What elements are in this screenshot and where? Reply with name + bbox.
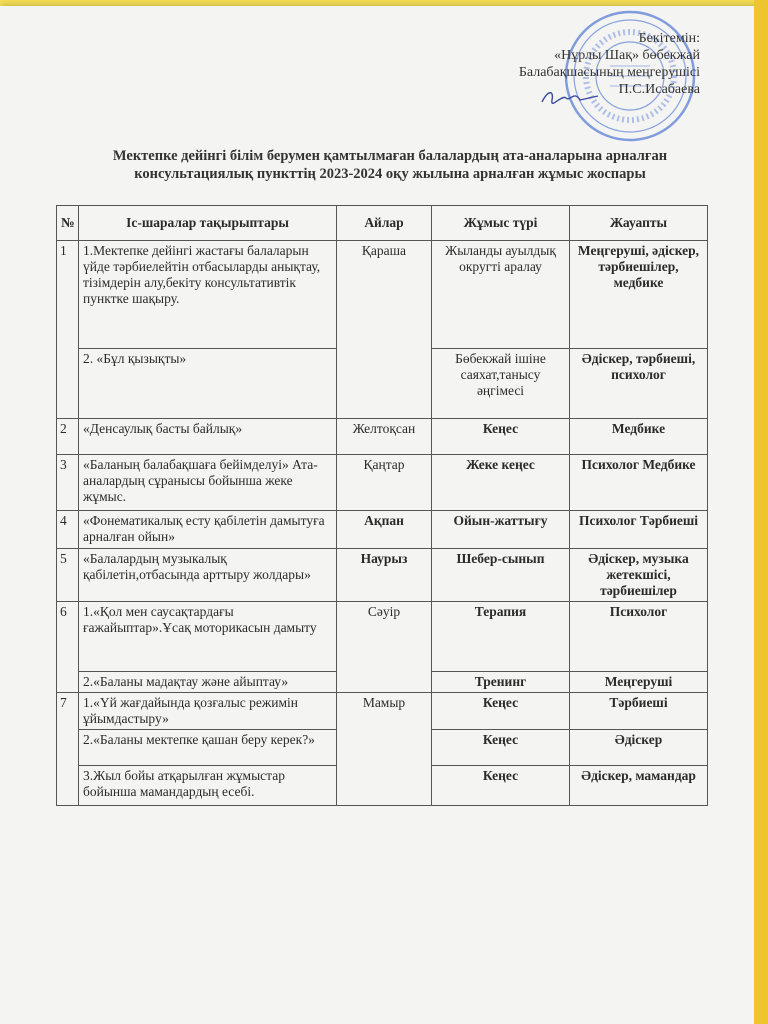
- work-plan-table: [56, 205, 708, 806]
- row-topic: 3.Жыл бойы атқарылған жұмыстар бойынша мамандардың есебі.: [79, 766, 337, 806]
- row-month: Мамыр: [337, 693, 432, 806]
- row-type: Кеңес: [432, 730, 570, 766]
- row-month: Қараша: [337, 241, 432, 419]
- document-title: [70, 147, 710, 183]
- header-month: Айлар: [337, 206, 432, 241]
- row-responsible: Меңгеруші, әдіскер, тәрбиешілер, медбике: [570, 241, 708, 349]
- row-number: 4: [57, 511, 79, 549]
- row-responsible: Әдіскер, музыка жетекшісі, тәрбиешілер: [570, 549, 708, 602]
- row-number: 7: [57, 693, 79, 806]
- row-topic: «Балалардың музыкалық қабілетін,отбасында арттыру жолдары»: [79, 549, 337, 602]
- row-responsible: Әдіскер: [570, 730, 708, 766]
- row-type: Кеңес: [432, 419, 570, 455]
- row-type: Кеңес: [432, 693, 570, 730]
- row-topic: 1.«Қол мен саусақтардағы ғажайыптар».Ұсақ моторикасын дамыту: [79, 602, 337, 672]
- approval-line-3: Балабақшасының меңгерушісі: [518, 65, 700, 80]
- row-topic: 2. «Бұл қызықты»: [79, 349, 337, 419]
- row-type: Шебер-сынып: [432, 549, 570, 602]
- row-topic: «Фонематикалық есту қабілетін дамытуға арналған ойын»: [79, 511, 337, 549]
- approval-block: [519, 30, 700, 98]
- table-row: [57, 602, 708, 672]
- row-responsible: Психолог Медбике: [570, 455, 708, 511]
- row-number: 5: [57, 549, 79, 602]
- row-number: 2: [57, 419, 79, 455]
- table-row: [57, 693, 708, 730]
- header-topic: Іс-шаралар тақырыптары: [79, 206, 337, 241]
- approval-line-1: Бекітемін:: [638, 31, 700, 46]
- row-responsible: Психолог: [570, 602, 708, 672]
- row-type: Жыланды ауылдық округті аралау: [432, 241, 570, 349]
- row-type: Терапия: [432, 602, 570, 672]
- table-row: [57, 455, 708, 511]
- header-number: №: [57, 206, 79, 241]
- row-type: Тренинг: [432, 672, 570, 693]
- table-row: [57, 241, 708, 349]
- row-month: Сәуір: [337, 602, 432, 693]
- background-edge: [754, 0, 768, 1024]
- row-responsible: Психолог Тәрбиеші: [570, 511, 708, 549]
- row-month: Қаңтар: [337, 455, 432, 511]
- header-type: Жұмыс түрі: [432, 206, 570, 241]
- row-responsible: Медбике: [570, 419, 708, 455]
- row-type: Жеке кеңес: [432, 455, 570, 511]
- table-header-row: [57, 206, 708, 241]
- row-topic: 2.«Баланы мектепке қашан беру керек?»: [79, 730, 337, 766]
- row-number: 6: [57, 602, 79, 693]
- header-responsible: Жауапты: [570, 206, 708, 241]
- row-topic: 1.«Үй жағдайында қозғалыс режимін ұйымдастыру»: [79, 693, 337, 730]
- row-month: Ақпан: [337, 511, 432, 549]
- table-row: [57, 549, 708, 602]
- row-responsible: Тәрбиеші: [570, 693, 708, 730]
- row-type: Бөбекжай ішіне саяхат,танысу әңгімесі: [432, 349, 570, 419]
- row-responsible: Әдіскер, тәрбиеші, психолог: [570, 349, 708, 419]
- row-month: Наурыз: [337, 549, 432, 602]
- row-topic: «Денсаулық басты байлық»: [79, 419, 337, 455]
- table-row: [57, 511, 708, 549]
- title-line-2: консультациялық пункттің 2023-2024 оқу жылына арналған жұмыс жоспары: [134, 166, 646, 182]
- row-month: Желтоқсан: [337, 419, 432, 455]
- row-number: 1: [57, 241, 79, 419]
- row-type: Ойын-жаттығу: [432, 511, 570, 549]
- row-topic: «Баланың балабақшаға бейімделуі» Ата-аналардың сұранысы бойынша жеке жұмыс.: [79, 455, 337, 511]
- title-line-1: Мектепке дейінгі білім берумен қамтылмаған балалардың ата-аналарына арналған: [112, 148, 668, 164]
- approval-line-2: «Нұрлы Шақ» бөбекжай: [554, 48, 700, 63]
- row-responsible: Меңгеруші: [570, 672, 708, 693]
- table-row: [57, 419, 708, 455]
- row-responsible: Әдіскер, мамандар: [570, 766, 708, 806]
- row-type: Кеңес: [432, 766, 570, 806]
- row-topic: 1.Мектепке дейінгі жастағы балаларын үйде тәрбиелейтін отбасыларды анықтау, тізімдерін алу,бекіту консультативтік пунктке шақыру.: [79, 241, 337, 349]
- approval-line-4: П.С.Исабаева: [618, 82, 700, 97]
- row-topic: 2.«Баланы мадақтау және айыптау»: [79, 672, 337, 693]
- row-number: 3: [57, 455, 79, 511]
